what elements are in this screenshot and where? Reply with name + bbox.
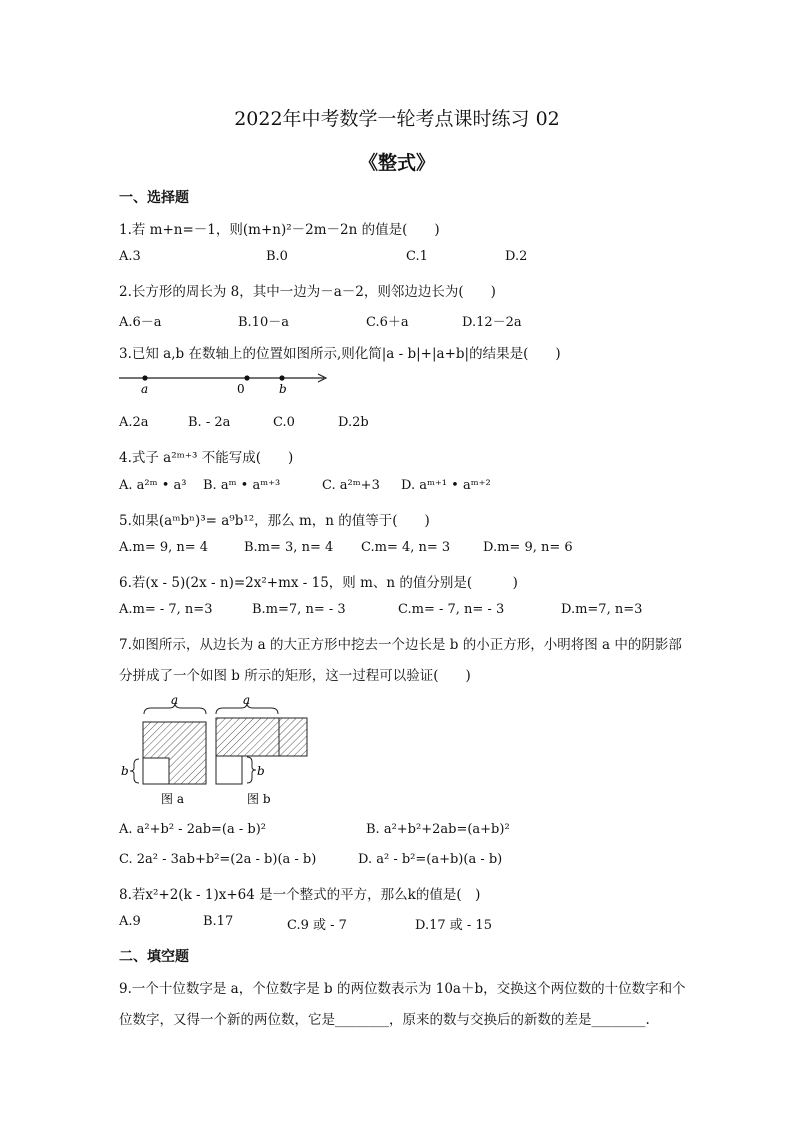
- figure-b-label-b: b: [257, 764, 265, 778]
- q5-option-b: B.m= 3, n= 4: [244, 540, 334, 555]
- q5-option-a: A.m= 9, n= 4: [119, 540, 209, 555]
- section-heading-fill: 二、填空题: [119, 949, 189, 965]
- page-subtitle: 《整式》: [358, 152, 435, 174]
- q3-option-c: C.0: [273, 415, 295, 430]
- figure-a: [121, 693, 206, 806]
- page-title: 2022年中考数学一轮考点课时练习 02: [234, 108, 560, 130]
- q2-option-a: A.6－a: [119, 315, 162, 330]
- q1-option-a: A.3: [119, 249, 141, 264]
- q2-option-b: B.10－a: [238, 315, 289, 330]
- question-9-line-1: 9.一个十位数字是 a，个位数字是 b 的两位数表示为 10a＋b，交换这个两位数的十位数字和个: [119, 981, 686, 997]
- q5-option-d: D.m= 9, n= 6: [483, 540, 573, 555]
- q7-option-c: C. 2a² - 3ab+b²=(2a - b)(a - b): [119, 852, 317, 867]
- q6-option-b: B.m=7, n= - 3: [252, 602, 346, 617]
- figure-b-small-rect: [216, 756, 242, 784]
- q1-option-b: B.0: [266, 249, 288, 264]
- question-7-line-1: 7.如图所示，从边长为 a 的大正方形中挖去一个边长是 b 的小正方形，小明将图 a 中的阴影部: [119, 637, 682, 653]
- q8-option-c: C.9 或 - 7: [287, 918, 347, 933]
- point-b: [279, 375, 284, 380]
- figure-b-caption: 图 b: [247, 792, 271, 806]
- q8-option-d: D.17 或 - 15: [415, 918, 492, 933]
- question-2: 2.长方形的周长为 8，其中一边为－a－2，则邻边边长为( ): [119, 284, 496, 300]
- q7-option-d: D. a² - b²=(a+b)(a - b): [358, 852, 503, 867]
- question-5: 5.如果(aᵐbⁿ)³= a⁹b¹²，那么 m，n 的值等于( ): [119, 513, 430, 529]
- point-zero: [244, 375, 249, 380]
- question-8: 8.若x²+2(k - 1)x+64 是一个整式的平方，那么k的值是( ): [119, 887, 481, 903]
- label-zero: 0: [237, 382, 245, 396]
- q4-option-d: D. aᵐ⁺¹ • aᵐ⁺²: [401, 478, 491, 493]
- q3-option-d: D.2b: [338, 415, 369, 430]
- q6-option-a: A.m= - 7, n=3: [119, 602, 213, 617]
- figure-b-brace-right: [247, 757, 256, 783]
- q2-option-d: D.12－2a: [462, 315, 522, 330]
- section-heading-choice: 一、选择题: [119, 190, 189, 206]
- label-a: a: [141, 382, 149, 396]
- q2-option-c: C.6＋a: [366, 315, 409, 330]
- label-b: b: [279, 382, 287, 396]
- point-a: [142, 375, 147, 380]
- question-4: 4.式子 a²ᵐ⁺³ 不能写成( ): [119, 450, 294, 466]
- q4-option-a: A. a²ᵐ • a³: [119, 478, 187, 493]
- q7-option-a: A. a²+b² - 2ab=(a - b)²: [119, 822, 267, 837]
- figure-b-label-a: a: [243, 693, 251, 707]
- question-7-line-2: 分拼成了一个如图 b 所示的矩形，这一过程可以验证( ): [119, 668, 471, 684]
- q4-option-c: C. a²ᵐ+3: [322, 478, 380, 493]
- figure-a-label-a: a: [171, 693, 179, 707]
- figure-a-brace-top: [144, 703, 206, 714]
- figure-b-brace-top: [216, 703, 278, 714]
- figure-a-brace-left: [130, 759, 139, 783]
- figure-a-small-square: [143, 758, 169, 784]
- figure-a-label-b: b: [121, 764, 129, 778]
- q4-option-b: B. aᵐ • aᵐ⁺³: [203, 478, 281, 493]
- figure-b: [216, 693, 307, 806]
- q6-option-c: C.m= - 7, n= - 3: [398, 602, 505, 617]
- q5-option-c: C.m= 4, n= 3: [361, 540, 451, 555]
- figure-b-rect-right: [279, 718, 307, 756]
- q1-option-c: C.1: [406, 249, 428, 264]
- q1-option-d: D.2: [505, 249, 528, 264]
- number-line-figure: [119, 368, 334, 398]
- question-6: 6.若(x - 5)(2x - n)=2x²+mx - 15，则 m、n 的值分别是( ): [119, 575, 518, 591]
- question-3: 3.已知 a,b 在数轴上的位置如图所示,则化简|a - b|+|a+b|的结果是( ): [119, 346, 561, 362]
- q7-option-b: B. a²+b²+2ab=(a+b)²: [366, 822, 510, 837]
- figure-a-caption: 图 a: [161, 792, 184, 806]
- square-figures: [119, 690, 319, 810]
- figure-b-rect-left: [216, 718, 279, 756]
- q8-option-b: B.17: [203, 914, 234, 929]
- question-9-line-2: 位数字，又得一个新的两位数，它是________，原来的数与交换后的新数的差是________.: [119, 1012, 650, 1028]
- q3-option-b: B. - 2a: [188, 415, 231, 430]
- q6-option-d: D.m=7, n=3: [561, 602, 643, 617]
- question-1: 1.若 m+n=－1，则(m+n)²－2m－2n 的值是( ): [119, 222, 440, 238]
- q3-option-a: A.2a: [119, 415, 149, 430]
- q8-option-a: A.9: [119, 914, 141, 929]
